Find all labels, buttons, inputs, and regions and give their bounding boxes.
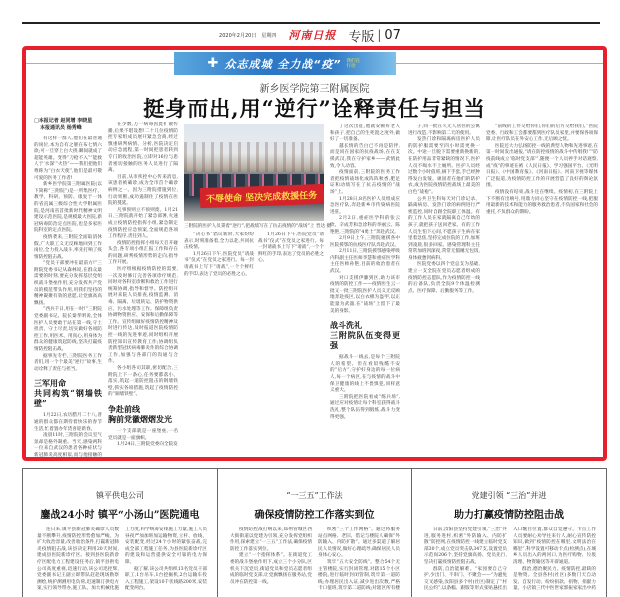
article-column-3b [258,232,324,458]
paragraph: 子,同一批在久无人居住的公寓进行改造,不影响第二天的使用。 [408,124,480,136]
paragraph: 1月24日,三附院党委向全院发 [117,442,178,448]
paragraph: 凡事预则立不预则废。1月21日,三附院就开始了紧急部署,火速成立疫情防控指挥小组,紧急制定疫情防控应急预案,全面规范各项工作程序,责任到人。 [108,207,178,240]
article-column-3 [184,232,254,458]
story-kicker: 党建引领 “三治”并进 [471,491,547,500]
paragraph: 1月22日,农历腊月二十八,普通的群众都在期待着快乐的春节生活,忙着置办年货喜迎新春。 [34,413,102,432]
photo-caption: 三附院的医护人员秉着“逆行”,把战绩写在了抗击疫情的“战场”上 晋达 摄 [184,224,332,229]
issue-weekday: 星期四 [261,32,277,39]
story-panel-power-supply [22,468,218,597]
photo-trees [184,142,324,172]
byline-reporters: □本报记者 赵同增 李晓星 [34,118,93,124]
campaign-slogan: 众志成城 全力战“疫” [224,57,342,71]
story-title: 确保疫情防控工作落实到位 [254,510,375,521]
story-body [37,527,207,597]
paragraph: 在少数,万一病毒因此扩散传播,后果不堪设想!二十几位疫情防控专家组成员展开紧急会商,经过慎重研判病情、分析,医院决定启动应急流程,第一时间把患者转到专门的收治医院,立即对16位与患者密切接触的医务人员进行了隔离。 [108,122,178,174]
subhead: 争赴前线 胸前党徽熠熠发光 [108,403,172,424]
paragraph: 1月26日下午,医院党员“请战书”仪式“在党员之家进行。每一封请战书上写下“请战”,一个个鲜红的手印,表达了党员的必胜之心。 [184,251,254,277]
paragraph: 医院党委以四个党总支为基础,建立一支全院在党员志愿者组成的疫情防控志愿队,作为疫情防控一线的后备队,负责全院9个体温检测点、医疗保障、后勤服务等工作。 [408,262,480,294]
paragraph: 公共卫生科每天对门诊记录、隔离病房、发热门诊的病例进行严密监控,同时自跟全院职工体温。有的工作人员在家就隔离自己年幼的孩子,就把孩子送回老家。有的工作人员生怕下心间,不愿孩子生病在家里着急焦,坚持完成住院的工作,加班到凌晨,很多回家。感染管理科主任常常加班到深夜,常常无假睡无包饭,身体疲惫到病科。 [408,196,480,261]
story-body [230,527,400,597]
article-column-6 [486,124,598,458]
paragraph: 医疗组根据疫情防控的需要,一次及时修订完善各项诊疗规范,同时对各科室诊断和救治工作进行统筹协调,指导和督导。防控组开展对来院人员排查,疫情监测、消毒、隔离、垃圾转运、防护物资供应、污水处理等工作。保障组负责协调物资供应、安保和后勤保障等工作。宣传组做好疫情防控精神及时进行传达,及时报道医院疫情防控一线的先进事迹,同时组织开展防控知识宣传教育工作;协调组负责新型冠状病毒肺炎作的综合协调工作,加强与各部门的沟通与合作。 [108,267,178,365]
story-title: 鏖战24小时 镇平“小汤山”医院通电 [40,510,200,521]
paragraph: 目前,从市疾控中心传来消息,该患者被确诊,成为全市首个确诊病例之一。因为三附院措施到位,行动果断,成功遏制住了疫情在医院的蔓延。 [108,174,178,207]
paragraph: 群防,自治能解难。“家园要自己守护,少出门、不串门、不聚会——”为避免交叉感染,汝阳县多个村(社区)制定了“村民公约”,以条幅、跟版等形式张贴悬挂出入口醒目位置,群众自觉遵守。卡点工作人员要耐心劝导往来行人,耐心宣传防控知识,做到“疫情防控在哪里,文明法治在哪里”,科学设置可移动卡点(检测点),在城乡人员出入的两河口,为医疗购物、垃圾清理、物资输送等开辟通道。 [424,527,596,592]
paragraph: 据事先专栏,三附院医务工作者们,用一个个最美“逆行”故事,生动诠释了责任与担当。 [34,353,102,372]
subhead: 战斗洗礼 三附院队伍变得更强 [330,320,400,351]
masthead [0,27,620,43]
newspaper-logo: 河南日报 [288,29,337,42]
article-kicker: 新乡医学院第三附属医院 [259,84,370,95]
story-kicker: 镇平供电公司 [96,491,144,500]
paragraph: 凌晨11时,三附院的会议室气氛却是格外凝重。当天,感染两科一位来自武汉的患者各种症状与新冠肺炎高度相似,而与他接触的 [34,433,102,458]
story-panel-party-building [412,468,607,597]
photo-banner-text: 不辱使命 坚决完成救援任务 [200,184,324,208]
paragraph: 筑牢“五大安全防线”。整合54个无主管楼院,实行封闭管理,对辖15个小区楼院,进行临时封闭管制,筑牢第一道防线;办理居民出入证,减少进出次数,严格卡口值班,筑牢第二道防线;对辖区所有楼 [318,559,400,592]
story-title: 助力打赢疫情防控阻击战 [454,510,564,521]
paragraph: 了这次出征,他就安顿好老人和孩子,把自己的生死置之度外,做好了一切准备。 [330,124,400,143]
paragraph: 疫情袭来,三附院全面取消休假,广大职工义无反顾地回到工作岗位,全力投入战斗,率先打响了疫情防控阻击战。 [34,234,102,260]
paragraph: “西兵千日,用在一时!”三附院党委副书记、院长秦孝明说,全体医护人员要敢于站在第一线,守土担责、守土尽责,切实做好各项防控工作,用医术、用真心,用身体为群众的健康筑起防线,坚决打赢疫情防控阻击战。 [34,307,102,352]
paragraph: 疫情面前,三附院的医务工作者把疫情战场化成阵阵秋香,肥足证和动绩写在了抗击疫情的“战场”上。 [330,170,400,195]
story-body [424,527,596,597]
paragraph: “决心书”倡议新阶,大家纷纷表示,时刻准备着,全力以赴,共同抗击疫情。 [184,232,254,251]
subhead: 三军用命 共同构筑“钢墙铁壁” [34,378,102,409]
section-label: 专版 [348,29,375,45]
paragraph: 一个支部就是一座堡垒,一名党员就是一面旗帜。 [108,428,178,441]
paragraph: 新乡医学院第三附属医院(以下简称“三附院”)是一所集医疗、教学、科研、预防、康复于一体的省直属三级综合性大学附属医院,是河南省首批新时代精神文明建设示范医院,是规模最大医院,新冠病毒防治定点医院,也是多家医院科室的定点医院。 [34,182,102,234]
article-headline: 挺身而出,用“逆行”诠释责任与担当 [143,96,486,121]
paragraph: “党员干部要冲在最前方!”三附院党委书记从森林说,在群众最需要的时刻,要充分发挥基层党组织战斗堡垒作用,充分发挥共产党员的模范带头作用,用我们坚持的精神凝聚有效的意愿,让党旗高高飘扬。 [34,261,102,306]
feature-article-box [22,46,607,461]
byline-correspondent: 本报通讯员 杨秀峰 [40,125,82,131]
paragraph: 1月26日下午,医院党员“请战书”仪式“在党员之家进行。每一封请战书上写下“请战”,一个个鲜红的手印,表达了党员的必胜之心。 [258,232,324,264]
news-photo [184,124,324,221]
paragraph: 疫情没有结束,战斗还在继续。疫情初,在三附院上下不断有出响号,用鼎力同心坚守在疫情防控一线,把服用最新的技术和能力的服务救治患者,不负国家和社会的重托,不负群众的期盼。 [486,189,598,215]
paragraph: 疫情防控指挥小组每天召开碰头会,各专项小组汇报工作和存在的问题,研判疫情形势的走向,指导工作开展。 [108,240,178,266]
paragraph: 有这样一群人,他们在最普通的岗位,本为自有之躯在布七情六欲;可一旦穿上白大褂,瞬间就成了超能英雄。变得“刀枪不入”“能救人于‘水深’”火热”——我们把他们尊称为“白衣天使”,他们是最可敬可爱的医务工作者! [34,136,102,181]
paragraph: 连日来,镇平县新冠肺炎确诊人员数量不断攀升,疫情防控形势愈加严峻。为扩大收治容量,改善收治条件,打赢新冠肺炎疫情阻击战,该县决定利用20天时间,建成县医院新诊疗区。接到县医院新诊疗区配电力工程建设任务后,镇平县供电公司高度重视,迅速行动,该公司迅控辉,党委副书记王副立即带队赶赴现场勘察测绘,统护测测用电负荷,迅速制订供电方案,实行领导带办,施工队、加大机械化施工力度,科学统筹安排施工力量,施工人员昼夜严加加班加运输物资,立杆、放线、安装配变,经过24个小时的紧张奋战,完成全部工程施工任务,为县医院新诊疗区的建设和运营提供安全可靠的电力保障。 [37,527,207,592]
paragraph: 织密“三个工作网格”。通过将服务站点网格、老旧、借记与楼院人确保“外防输入、内防扩散”。通过多渠道了解居民人员情况,做好心理疏导,确保居民人员身体心安心。 [318,527,400,559]
paragraph: 据了解,该公司共组织13名党员干部职工,1台吊车,1台挖掘机,2台运输车投入工程施工,架设10千伏线路200米,安装配变两台。 [125,566,207,592]
paragraph: 疫情防控战打响以来,郑州管城区西大街街道以党建为引领,充分发挥党组织作用,探索建立“一三五”工作法,确保疫情防控工作落实到位。 [230,527,312,552]
paragraph: 三附院把医院看成“练兵场”,通过应对疫情让每个科室获得战斗洗礼,整个队伍得到锻炼,战斗力变得更强。 [330,394,400,420]
paragraph: 群治,德治聚民力。疫情防控,最缺的是物资。全县各村(社区)多数门天自动发、自发行动、纷纷捐款、捐物、捐献力量。小店镇三代中医世家郭振家家出中药 [513,566,596,592]
paragraph: 各小组各司其职,密切配合,三附院上下一条心,任务要都落小、落实,筑起一道防控阻击的钢墙铁壁,抓实各项措施,筑起了疫情防控的“铜墙铁壁”。 [108,365,178,398]
separator: | [377,28,382,42]
paragraph: 对口支援伊藤到区,助力该市疫情的防控工作——疫情医生云一批又一批三附院医护人员义无反顾地奔赴疫区,以白衣棉为盔甲,以正能量为武器,在“战场”上留下了最美的身影。 [330,275,400,314]
plus-icon: ✚ [207,56,219,71]
paragraph: 2月2日,重症医学科的张云欣、辛成芳和急诊科的李丽云、陈艳艳,三附院的“4勇士”奔赴武汉。 [330,216,400,235]
paragraph: “前线的工作交给你们,你们的后方交给我们。”医院党委、行政和工会都要都到医疗队员家里,并要保各项保障,让医疗队员在外安心工作,无后顾之忧。 [486,124,598,143]
article-column-2 [108,122,178,458]
campaign-tag: 我们在行动 [346,58,360,69]
article-column-5 [408,124,480,458]
byline [34,118,92,132]
article-column-4 [330,124,400,458]
paragraph: 据战斗一线去,是每个三附院人的希望。但在看似残酷不安的“后方”,守护好身边的每一位病人,每一个病区,在与疫情的战斗中保卫健康的线上不畏惧犯,同样意义重大。 [330,355,400,394]
issue-date: 2020年2月20日 [219,32,257,39]
paragraph: 2月9日上午,三附院驰援各中医院援鄂的抗疫医疗队奔赴武汉。 [330,236,400,248]
page-number: 07 [384,27,401,43]
paragraph: 建立“一个指挥体系”。在街道党工委的战斗堡垒作用下,成立三个小分队,区机关下沉党员,街道党员和党员志愿者组成的临时党支部,让党旗飘扬在服务站,党员冲在防控第一线。 [230,553,312,585]
paragraph: 医院还大力弘扬防控一线的典型人物和先进事迹,在第一时间发出通报,“请在防控疫情的战斗中传唱我!”“防疫前线成立‘临时党支部’”,随便一个人员停手对话观察,成“疫”的事迹在被《人民日报》、学习强国平台、《光明日报》、《中国教育报》、《河南日报》、河南卫视等媒体广泛报道,为疫情防控工作的开展营造了良好的舆论氛围。 [486,143,598,189]
story-kicker: “一三五”工作法 [286,491,343,500]
story-panel-workflow [218,468,412,597]
article-column-1 [34,136,102,458]
paragraph: 发热门诊和隔离病房医护人员的防护服需要至四小时需更换一次。中途一旦脱下需要重新换新的,在防护用品非常紧缺的情况下,医护人员不喝水不上厕所。医护人员经过数个小时值班,摘下手套,手已经肿得发白发皱。顽固者在他们的防护衣,成为医院疫情防控战场上最美的白色“战袍”。 [408,137,480,195]
top-rule [22,22,600,24]
paragraph: 2月11日,三附院援鄂感染呼吸内科副主任医师李慧和重症医学科主任医师孙艳,目前的收治患者在武汉。 [330,249,400,275]
paragraph: 1月28日,8名医护人员组成应急医疗队,奔赴新乡市传染病医院进驻。 [330,196,400,215]
campaign-banner [174,52,396,75]
paragraph: 日前,汝阳县坚持党建引领,“三治”并进,服务进村,织密“外防输入、内防扩散”防控网,在疫情防控一线建立临时党支部30个,成立党员突击队347支,设置党员示范岗206个,坚持党旗高扬、党员先行,坚决打赢疫情防控阻击战。 [424,527,507,565]
paragraph: 越长情的告白已不再是陪伴,而是同在国家的抗疫战场,在在支援武汉,我在守护家乡——武情此致,令人动容。 [330,143,400,169]
bottom-stories [22,468,607,597]
